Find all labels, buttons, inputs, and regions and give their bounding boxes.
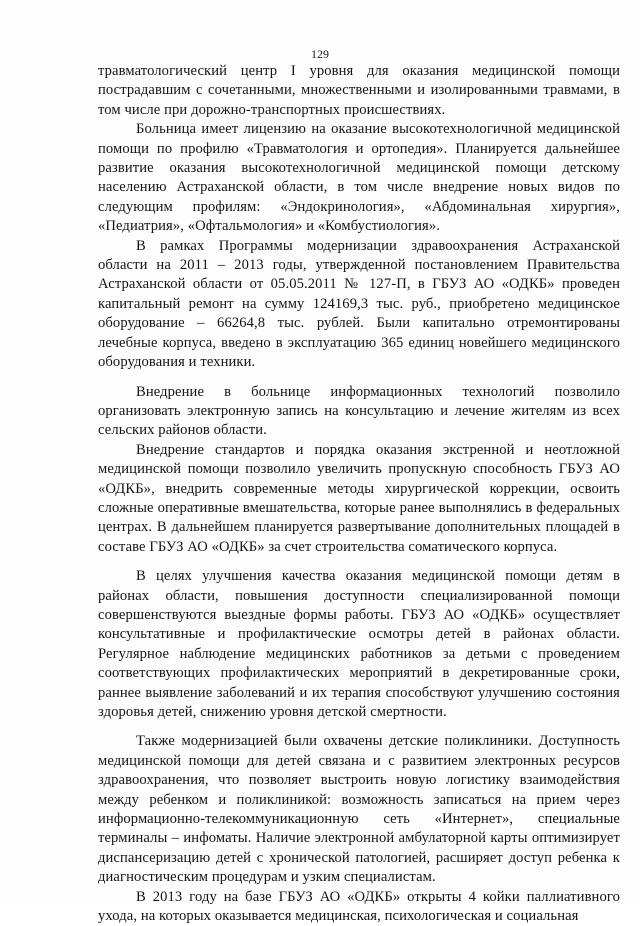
paragraph-4: Внедрение в больнице информационных технологий позволило организовать электронную запись на консультацию и лечение жителям из всех сельских районов области. — [98, 383, 620, 439]
page-number: 129 — [311, 47, 329, 61]
paragraph-2: Больница имеет лицензию на оказание высокотехнологичной медицинской помощи по профилю «Травматология и ортопедия». Планируется дальнейшее развитие оказания высокотехнологичной медицинской помощи детскому населению Астраханской области, в том числе внедрение новых видов по следующим профилям: «Эндокринология», «Абдоминальная хирургия», «Педиатрия», «Офтальмология» и «Комбустиология». — [98, 121, 620, 235]
body-text — [98, 62, 620, 926]
paragraph-3: В рамках Программы модернизации здравоохранения Астраханской области на 2011 – 2013 годы, утвержденной постановлением Правительства Астраханской области от 05.05.2011 № 127-П, в ГБУЗ АО «ОДКБ» проведен капитальный ремонт на сумму 124169,3 тыс. руб., приобретено медицинское оборудование – 66264,8 тыс. рублей. Были капитально отремонтированы лечебные корпуса, введено в эксплуатацию 365 единиц новейшего медицинского оборудования и техники. — [98, 237, 620, 371]
paragraph-7: Также модернизацией были охвачены детские поликлиники. Доступность медицинской помощи для детей связана и с развитием электронных ресурсов здравоохранения, что позволяет выстроить новую логистику взаимодействия между ребенком и поликлиникой: возможность записаться на прием через информационно-телекоммуникационную сеть «Интернет», специальные терминалы – инфоматы. Наличие электронной амбулаторной карты оптимизирует диспансеризацию детей с хронической патологией, расширяет доступ ребенка к диагностическим процедурам и узким специалистам. — [98, 733, 620, 886]
paragraph-1: травматологический центр I уровня для оказания медицинской помощи пострадавшим с сочетанными, множественными и изолированными травмами, в том числе при дорожно-транспортных происшествиях. — [98, 63, 620, 118]
paragraph-5: Внедрение стандартов и порядка оказания экстренной и неотложной медицинской помощи позволило увеличить пропускную способность ГБУЗ АО «ОДКБ», внедрить современные методы хирургической коррекции, освоить сложные оперативные вмешательства, которые ранее выполнялись в федеральных центрах. В дальнейшем планируется развертывание дополнительных площадей в составе ГБУЗ АО «ОДКБ» за счет строительства соматического корпуса. — [98, 441, 620, 555]
paragraph-6: В целях улучшения качества оказания медицинской помощи детям в районах области, повышения доступности специализированной помощи совершенствуются выездные формы работы. ГБУЗ АО «ОДКБ» осуществляет консультативные и профилактические осмотры детей в районах области. Регулярное наблюдение медицинских работников за детьми с проведением соответствующих профилактических мероприятий в декретированные сроки, раннее выявление заболеваний и их терапия способствуют улучшению состояния здоровья детей, снижению уровня детской смертности. — [98, 568, 620, 720]
paragraph-8: В 2013 году на базе ГБУЗ АО «ОДКБ» открыты 4 койки паллиативного ухода, на которых оказывается медицинская, психологическая и социальная — [98, 888, 620, 925]
